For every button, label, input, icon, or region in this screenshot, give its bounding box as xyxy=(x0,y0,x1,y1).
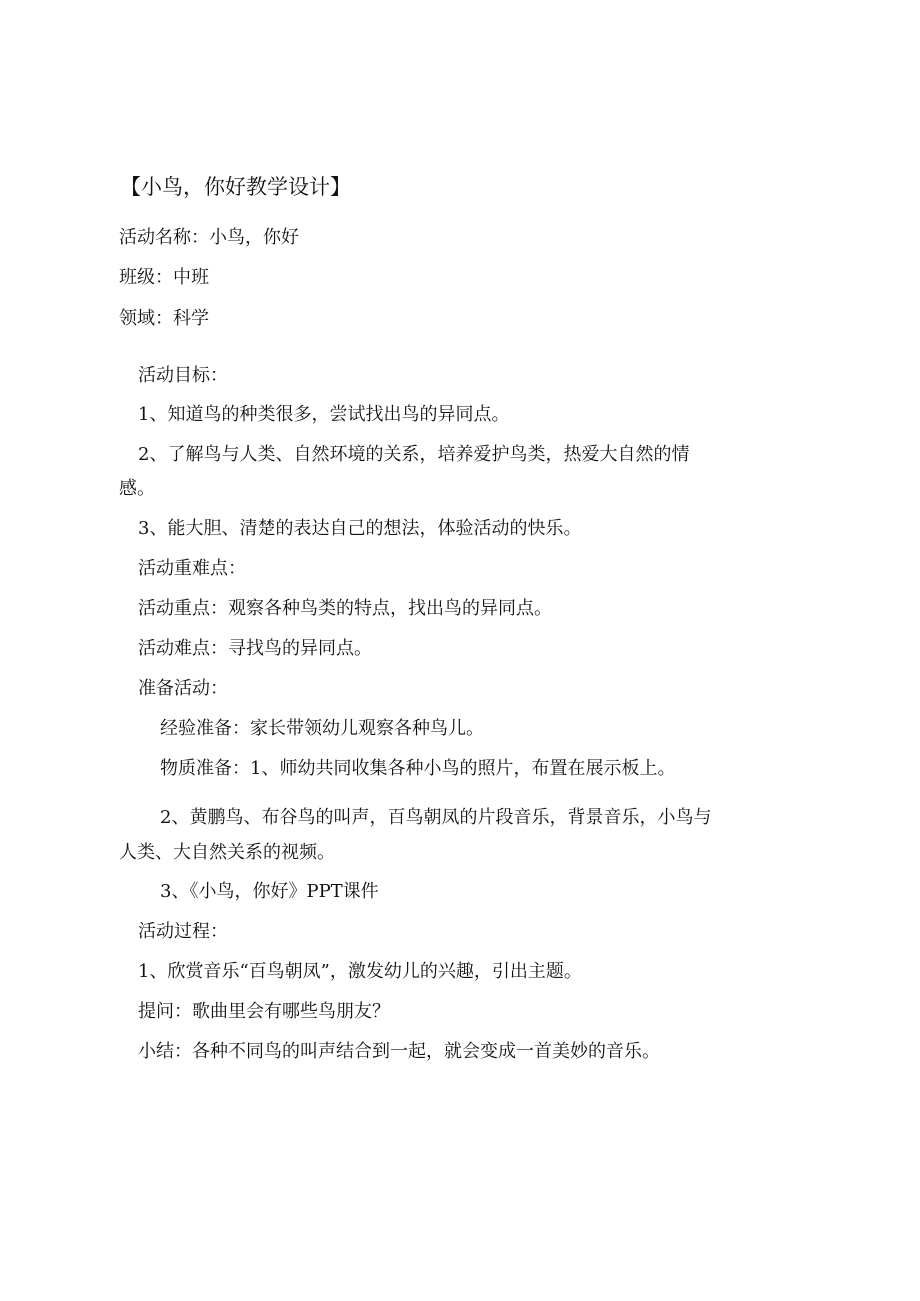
material-preparation-continuation: 人类、大自然关系的视频。 xyxy=(119,842,335,863)
preparation-heading: 准备活动： xyxy=(138,678,228,699)
process-step: 1、欣赏音乐“百鸟朝凤”，激发幼儿的兴趣，引出主题。 xyxy=(138,961,582,982)
process-heading: 活动过程： xyxy=(138,921,228,942)
material-preparation: 物质准备：1、师幼共同收集各种小鸟的照片，布置在展示板上。 xyxy=(160,758,676,779)
goal-item-continuation: 感。 xyxy=(119,478,155,499)
material-preparation: 3、《小鸟，你好》PPT课件 xyxy=(160,881,379,902)
goals-heading: 活动目标： xyxy=(138,365,228,386)
process-question: 提问：歌曲里会有哪些鸟朋友？ xyxy=(138,1001,390,1022)
goal-item: 1、知道鸟的种类很多，尝试找出鸟的异同点。 xyxy=(138,404,510,425)
focus-point: 活动重点：观察各种鸟类的特点，找出鸟的异同点。 xyxy=(138,598,552,619)
key-points-heading: 活动重难点： xyxy=(138,558,246,579)
subject-domain: 领域：科学 xyxy=(119,308,209,329)
goal-item: 3、能大胆、清楚的表达自己的想法，体验活动的快乐。 xyxy=(138,518,582,539)
document-title: 【小鸟，你好教学设计】 xyxy=(120,175,351,199)
experience-preparation: 经验准备：家长带领幼儿观察各种鸟儿。 xyxy=(160,718,484,739)
goal-item: 2、了解鸟与人类、自然环境的关系，培养爱护鸟类，热爱大自然的情 xyxy=(138,444,690,465)
difficulty-point: 活动难点：寻找鸟的异同点。 xyxy=(138,638,372,659)
activity-name: 活动名称：小鸟，你好 xyxy=(119,227,299,248)
material-preparation: 2、黄鹏鸟、布谷鸟的叫声，百鸟朝凤的片段音乐，背景音乐，小鸟与 xyxy=(160,807,712,828)
class-level: 班级：中班 xyxy=(119,267,209,288)
process-summary: 小结：各种不同鸟的叫声结合到一起，就会变成一首美妙的音乐。 xyxy=(138,1041,660,1062)
